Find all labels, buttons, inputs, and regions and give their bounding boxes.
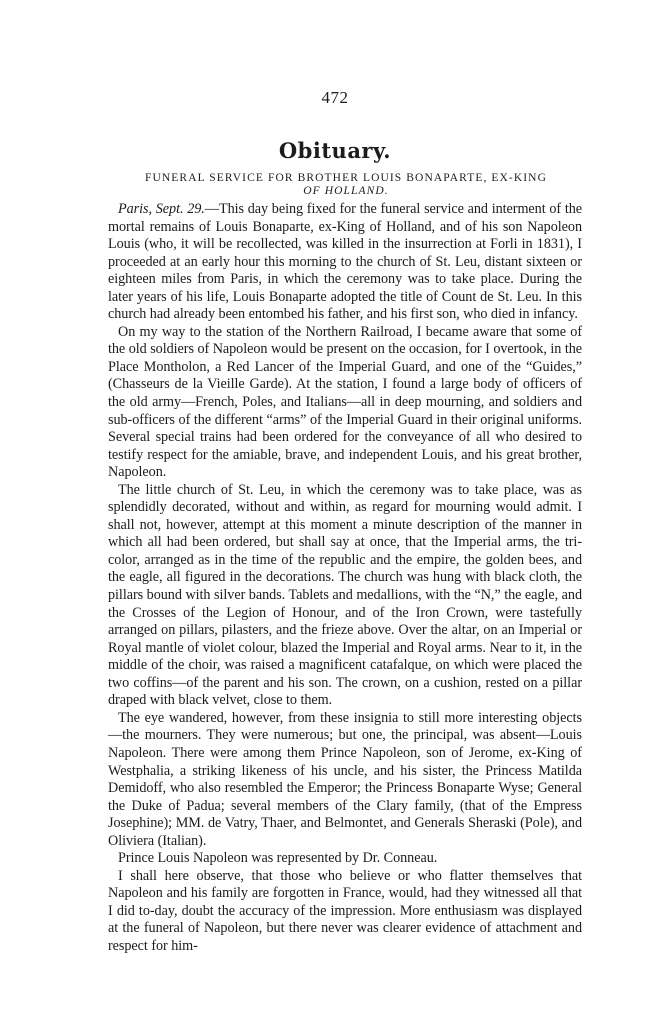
dateline-date: Sept. 29.: [155, 201, 205, 217]
paragraph-4: The eye wandered, however, from these insignia to still more interesting objects—the mourners. They were numerous; but one, the principal, was absent—Louis Napoleon. There were among them Prince Napoleon, son of Jerome, ex-King of Westphalia, a striking likeness of his uncle, and his sister, the Princess Matilda Demidoff, who also resembled the Emperor; the Princess Bonaparte Wyse; General the Duke of Padua; several members of the Clary family, (that of the Empress Josephine); MM. de Vatry, Thaer, and Belmontet, and Generals Sheraski (Pole), and Oliviera (Italian).: [108, 709, 582, 849]
article-heading-line1: FUNERAL SERVICE FOR BROTHER LOUIS BONAPARTE, EX-KING: [145, 172, 547, 184]
section-title: Obituary.: [278, 138, 392, 163]
page-number: 472: [321, 88, 349, 107]
article-heading: [114, 172, 578, 198]
paragraph-6: I shall here observe, that those who believe or who flatter themselves that Napoleon and his family are forgotten in France, would, had they witnessed all that I did to-day, doubt the accuracy of the impression. More enthusiasm was displayed at the funeral of Napoleon, but there never was clearer evidence of attachment and respect for him-: [108, 867, 582, 954]
dateline-place: Paris,: [118, 201, 152, 217]
article-heading-line2: OF HOLLAND.: [303, 185, 389, 197]
paragraph-3: The little church of St. Leu, in which the ceremony was to take place, was as splendidly decorated, without and within, as regard for mourning would admit. I shall not, however, attempt at this moment a minute description of the manner in which all had been ordered, but shall say at once, that the Imperial arms, the tri-color, arranged as in the time of the republic and the empire, the golden bees, and the eagle, all figured in the decorations. The church was hung with black cloth, the pillars bound with silver bands. Tablets and medallions, with the “N,” the eagle, and the Crosses of the Legion of Honour, and of the Iron Crown, were tastefully arranged on pillars, pilasters, and the frieze above. Over the altar, on an Imperial or Royal mantle of violet colour, blazed the Imperial and Royal arms. Near to it, in the middle of the choir, was raised a magnificent catafalque, on which were placed the two coffins—of the parent and his son. The crown, on a cushion, rested on a pillar draped with black velvet, close to them.: [108, 481, 582, 709]
paragraph-1-text: —This day being fixed for the funeral service and interment of the mortal remains of Louis Bonaparte, ex-King of Holland, and of his son Napoleon Louis (who, it will be recollected, was killed in the insurrection at Forli in 1831), I proceeded at an early hour this morning to the church of St. Leu, distant sixteen or eighteen miles from Paris, in which the ceremony was to take place. During the later years of his life, Louis Bonaparte adopted the title of Count de St. Leu. In this church had already been entombed his father, and his first son, who died in infancy.: [108, 201, 583, 323]
paragraph-5: Prince Louis Napoleon was represented by Dr. Conneau.: [118, 850, 438, 867]
paragraph-2: On my way to the station of the Northern Railroad, I became aware that some of the old soldiers of Napoleon would be present on the occasion, for I overtook, in the Place Montholon, a Red Lancer of the Imperial Guard, and one of the “Guides,” (Chasseurs de la Vieille Garde). At the station, I found a large body of officers of the old army—French, Poles, and Italians—all in deep mourning, and soldiers and sub-officers of the different “arms” of the Imperial Guard in their original uniforms. Several special trains had been ordered for the conveyance of all who desired to testify respect for the amiable, brave, and independent Louis, and his great brother, Napoleon.: [108, 323, 582, 481]
article-body: [108, 201, 582, 956]
paragraph-1: [108, 201, 582, 324]
